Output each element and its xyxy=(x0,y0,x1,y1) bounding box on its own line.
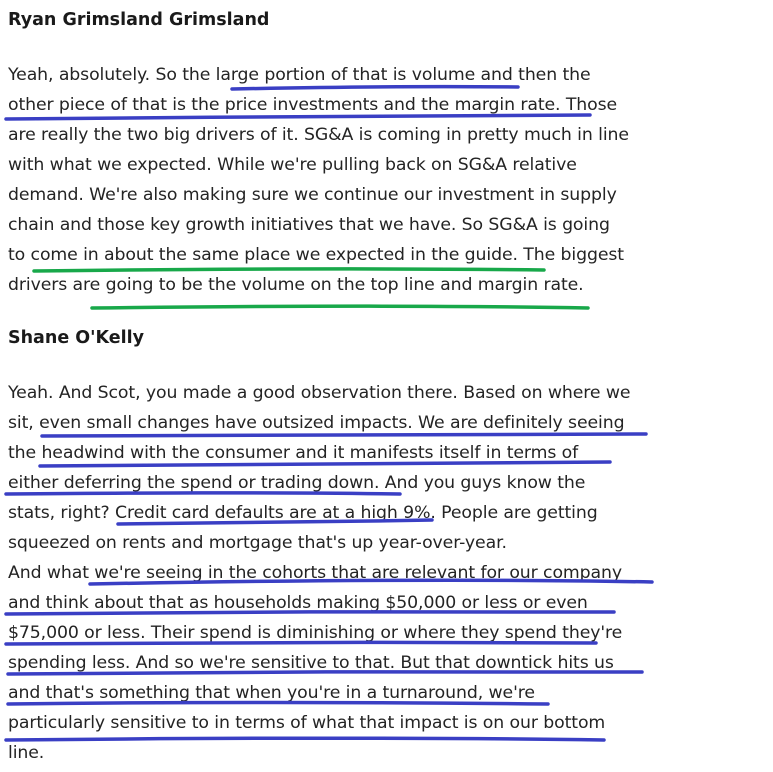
paragraph-line: demand. We're also making sure we continue our investment in supply xyxy=(8,185,617,205)
paragraph-line: Yeah, absolutely. So the large portion of that is volume and then the xyxy=(8,65,591,85)
underline-green xyxy=(92,306,588,308)
paragraph-line: Yeah. And Scot, you made a good observation there. Based on where we xyxy=(8,383,631,403)
speaker-name-ryan: Ryan Grimsland Grimsland xyxy=(8,10,270,30)
paragraph-line: particularly sensitive to in terms of what that impact is on our bottom xyxy=(8,713,606,733)
paragraph-line: chain and those key growth initiatives that we have. So SG&A is going xyxy=(8,215,610,235)
paragraph-line: other piece of that is the price investments and the margin rate. Those xyxy=(8,95,618,115)
paragraph-line: spending less. And so we're sensitive to that. But that downtick hits us xyxy=(8,653,614,673)
paragraph-line: line. xyxy=(8,743,45,763)
paragraph-line: drivers are going to be the volume on the top line and margin rate. xyxy=(8,275,584,295)
paragraph-line: And what we're seeing in the cohorts that are relevant for our company xyxy=(8,563,622,583)
paragraph-line: and think about that as households making $50,000 or less or even xyxy=(8,593,588,613)
paragraph-line: stats, right? Credit card defaults are at a high 9%. People are getting xyxy=(8,503,598,523)
paragraph-line: to come in about the same place we expected in the guide. The biggest xyxy=(8,245,624,265)
paragraph-line: either deferring the spend or trading down. And you guys know the xyxy=(8,473,586,493)
underline-blue xyxy=(6,738,604,740)
paragraph-line: are really the two big drivers of it. SG&A is coming in pretty much in line xyxy=(8,125,629,145)
paragraph-line: squeezed on rents and mortgage that's up year-over-year. xyxy=(8,533,507,553)
paragraph-line: the headwind with the consumer and it manifests itself in terms of xyxy=(8,443,579,463)
speaker-name-shane: Shane O'Kelly xyxy=(8,328,145,348)
paragraph-line: sit, even small changes have outsized impacts. We are definitely seeing xyxy=(8,413,625,433)
paragraph-line: and that's something that when you're in a turnaround, we're xyxy=(8,683,535,703)
paragraph-line: $75,000 or less. Their spend is diminishing or where they spend they're xyxy=(8,623,623,643)
paragraph-line: with what we expected. While we're pulling back on SG&A relative xyxy=(8,155,577,175)
